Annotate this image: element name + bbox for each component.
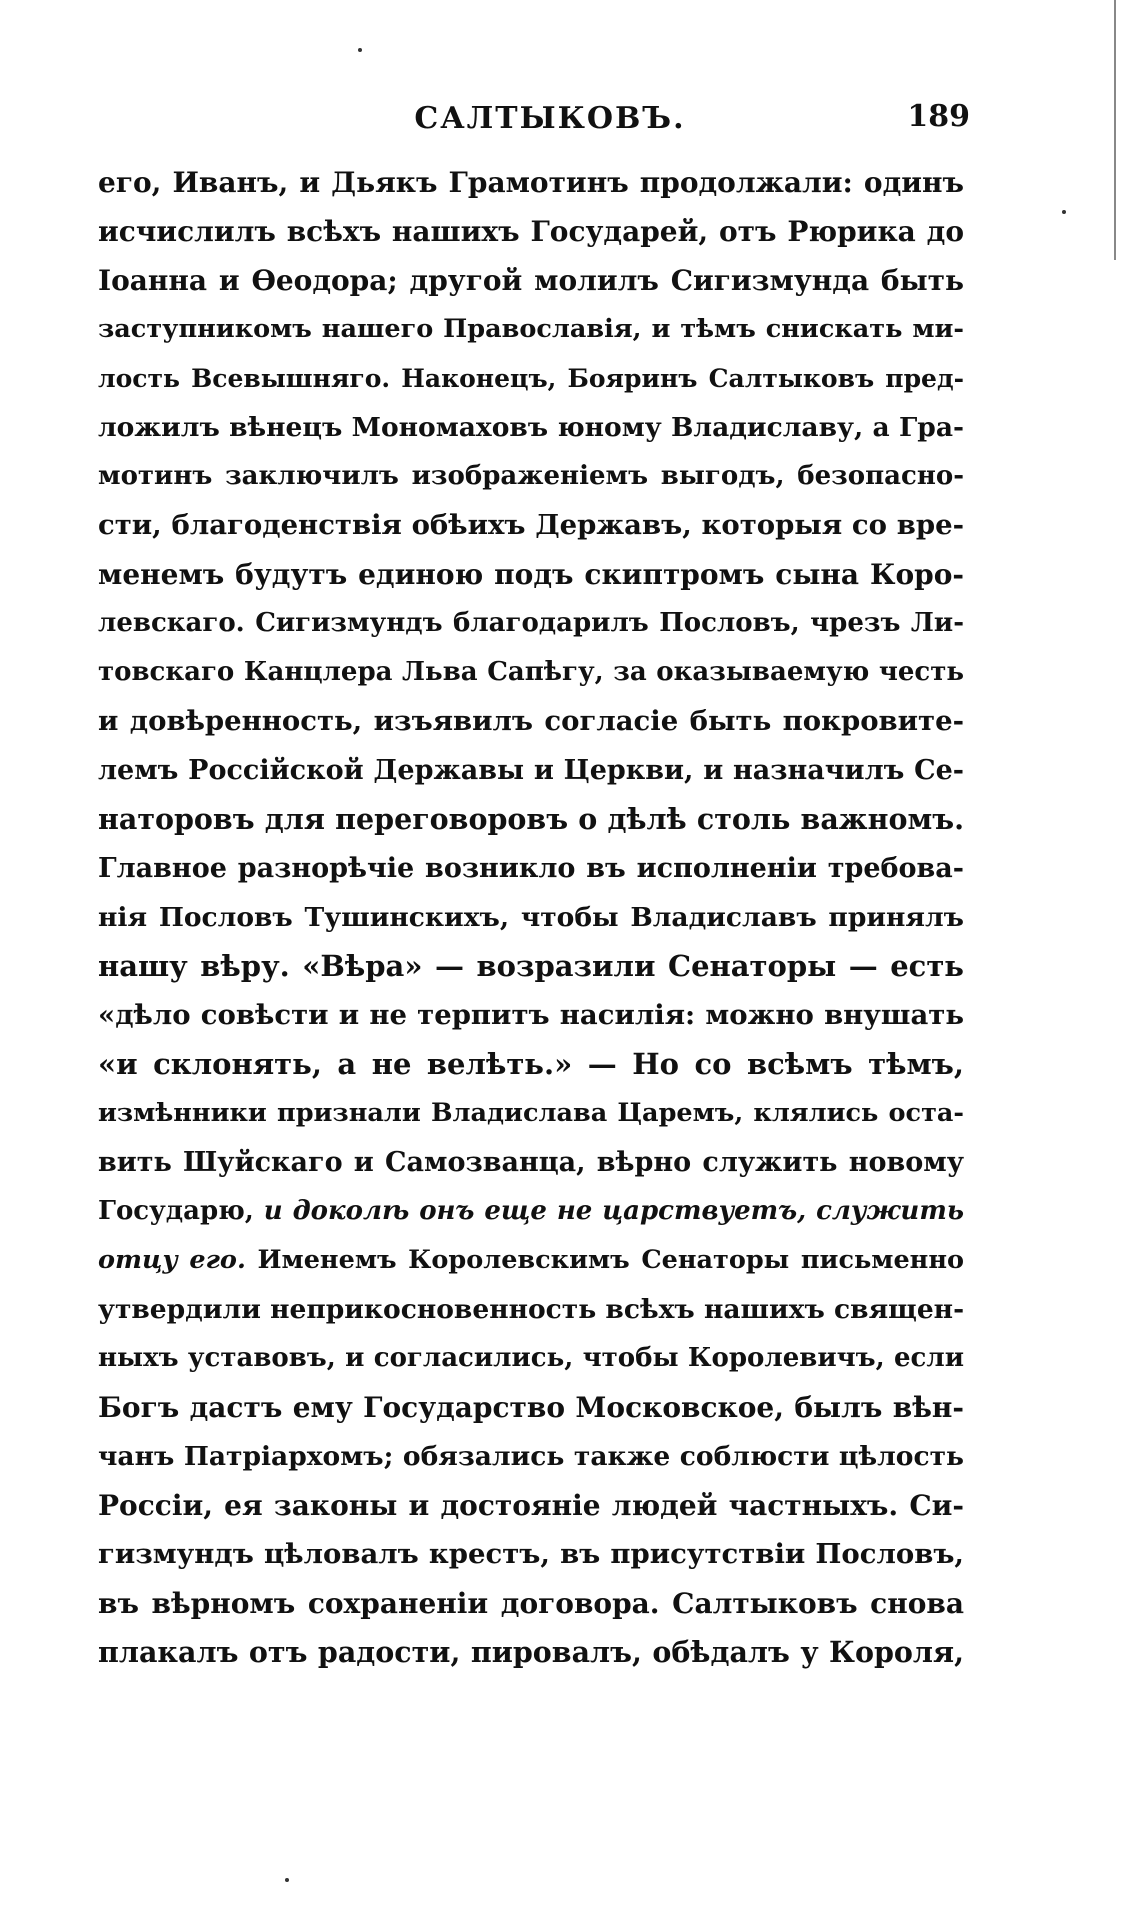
text-line: исчислилъ всѣхъ нашихъ Государей, отъ Рюрика до: [98, 215, 964, 248]
page-edge-line: [1114, 0, 1116, 260]
text-line: лость Всевышняго. Наконецъ, Бояринъ Салтыковъ пред-: [98, 364, 964, 393]
ink-speck: [1062, 210, 1066, 214]
page-number: 189: [907, 99, 970, 134]
text-line: менемъ будутъ единою подъ скиптромъ сына Коро-: [98, 558, 964, 591]
text-line: Главное разнорѣчіе возникло въ исполненіи требова-: [98, 853, 964, 884]
text-line: левскаго. Сигизмундъ благодарилъ Пословъ, чрезъ Ли-: [98, 608, 964, 638]
page-header: [120, 95, 980, 145]
italic-segment: отцу его.: [98, 1245, 246, 1275]
text-line: ложилъ вѣнецъ Мономаховъ юному Владиславу, а Гра-: [98, 412, 964, 443]
text-line: и довѣренность, изъявилъ согласіе быть покровите-: [98, 705, 964, 737]
text-line: Богъ дастъ ему Государство Московское, былъ вѣн-: [98, 1391, 964, 1424]
text-line: заступникомъ нашего Православія, и тѣмъ снискать ми-: [98, 314, 964, 344]
text-line: нашу вѣру. «Вѣра» — возразили Сенаторы — есть: [98, 949, 964, 983]
text-line: «дѣло совѣсти и не терпитъ насилія: можно внушать: [98, 999, 964, 1031]
text-line: мотинъ заключилъ изображеніемъ выгодъ, безопасно-: [98, 461, 964, 491]
text-line: наторовъ для переговоровъ о дѣлѣ столь важномъ.: [98, 802, 964, 836]
running-head: САЛТЫКОВЪ.: [414, 101, 686, 136]
text-segment: Именемъ Королевскимъ Сенаторы письменно: [245, 1245, 964, 1275]
text-line: товскаго Канцлера Льва Сапѣгу, за оказываемую честь: [98, 657, 964, 687]
italic-segment: и доколѣ онъ еще не царствуетъ, служить: [263, 1196, 964, 1226]
text-line: Россіи, ея законы и достояніе людей частныхъ. Си-: [98, 1489, 964, 1522]
text-line: утвердили неприкосновенность всѣхъ нашихъ священ-: [98, 1294, 964, 1325]
text-line: плакалъ отъ радости, пировалъ, обѣдалъ у Короля,: [98, 1635, 964, 1669]
text-line: измѣнники признали Владислава Царемъ, клялись оста-: [98, 1098, 964, 1128]
text-line: гизмундъ цѣловалъ крестъ, въ присутствіи Пословъ,: [98, 1538, 964, 1570]
text-line: «и склонять, а не велѣть.» — Но со всѣмъ тѣмъ,: [98, 1047, 964, 1081]
text-line: чанъ Патріархомъ; обязались также соблюсти цѣлость: [98, 1441, 964, 1472]
text-line: сти, благоденствія обѣихъ Державъ, которыя со вре-: [98, 509, 964, 541]
text-line: лемъ Россійской Державы и Церкви, и назначилъ Се-: [98, 755, 964, 786]
text-line: его, Иванъ, и Дьякъ Грамотинъ продолжали: одинъ: [98, 166, 964, 199]
text-line-mixed: [98, 1187, 964, 1236]
text-line: вить Шуйскаго и Самозванца, вѣрно служить новому: [98, 1147, 964, 1178]
ink-speck: [285, 1878, 289, 1882]
text-line: въ вѣрномъ сохраненіи договора. Салтыковъ снова: [98, 1587, 964, 1620]
ink-speck: [358, 48, 362, 52]
text-line: Іоанна и Ѳеодора; другой молилъ Сигизмунда быть: [98, 264, 964, 297]
text-segment: Государю,: [98, 1196, 264, 1226]
body-text: [98, 158, 964, 1677]
text-line: ныхъ уставовъ, и согласились, чтобы Королевичъ, если: [98, 1343, 964, 1373]
text-line-mixed: [98, 1236, 964, 1285]
text-line: нія Пословъ Тушинскихъ, чтобы Владиславъ принялъ: [98, 902, 964, 933]
